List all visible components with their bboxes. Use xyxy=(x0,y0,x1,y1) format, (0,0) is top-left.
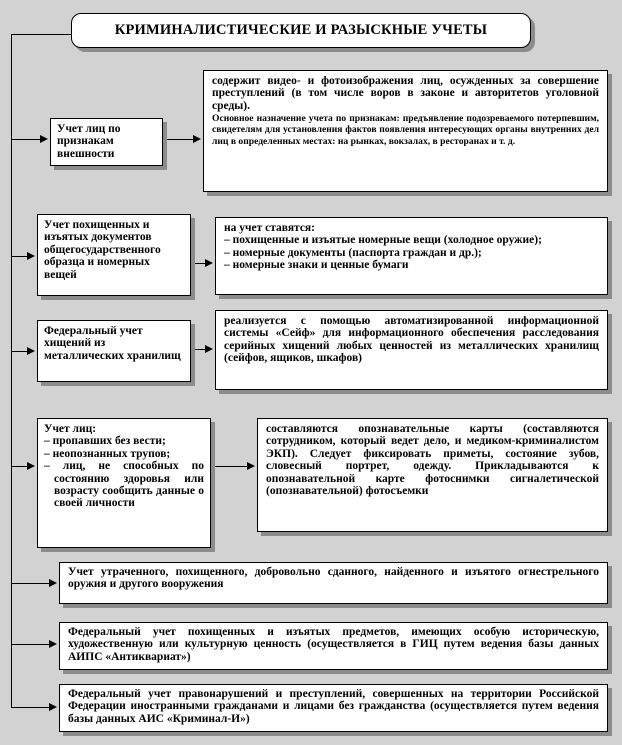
category-label: Учет лиц: xyxy=(44,423,97,435)
connector-bar-1 xyxy=(11,583,50,584)
connector-cat-4 xyxy=(11,466,28,467)
arrow-inner-1 xyxy=(193,135,201,143)
arrow-bar-2 xyxy=(49,640,57,648)
arrow-bar-3 xyxy=(49,703,57,711)
connector-inner-3 xyxy=(191,349,205,350)
description-intro: на учет ставятся: xyxy=(224,222,315,234)
list-item: – лиц, не способных по состоянию здоровья или возрасту сообщить данные о своей личности xyxy=(44,460,204,510)
category-box-safes xyxy=(37,320,191,382)
list-item: – похищенные и изъятые номерные вещи (холодное оружие); xyxy=(224,234,542,247)
bar-text: Учет утраченного, похищенного, добровольно сданного, найденного и изъятого огнестрельного оружия и другого вооружения xyxy=(68,566,599,591)
list-item: – номерные документы (паспорта граждан и др.); xyxy=(224,246,482,259)
arrow-inner-2 xyxy=(205,259,213,267)
description-box-appearance xyxy=(203,70,608,192)
category-box-documents xyxy=(37,214,191,296)
connector-title xyxy=(11,34,71,35)
description-list xyxy=(224,234,599,271)
connector-inner-4 xyxy=(211,466,247,467)
connector-bar-3 xyxy=(11,707,50,708)
connector-bar-2 xyxy=(11,644,50,645)
bar-foreigners xyxy=(59,684,608,732)
arrow-cat-2 xyxy=(27,252,35,260)
arrow-inner-4 xyxy=(247,462,255,470)
diagram-title-text: КРИМИНАЛИСТИЧЕСКИЕ И РАЗЫСКНЫЕ УЧЕТЫ xyxy=(114,22,488,39)
category-box-persons xyxy=(37,418,211,548)
arrow-cat-1 xyxy=(40,135,48,143)
connector-cat-2 xyxy=(11,256,28,257)
persons-list xyxy=(44,435,204,509)
arrow-bar-1 xyxy=(49,579,57,587)
bar-text: Федеральный учет похищенных и изъятых предметов, имеющих особую историческую, художественную или культурную ценность (осуществляется в ГИЦ путем ведения базы данных АИПС «Антиквариат») xyxy=(68,626,599,663)
description-box-persons xyxy=(257,418,608,532)
arrow-cat-4 xyxy=(27,462,35,470)
category-box-appearance xyxy=(50,118,163,166)
arrow-cat-3 xyxy=(27,347,35,355)
description-note: Основное назначение учета по признакам: предъявление подозреваемого потерпевшим, свидетелям для установления фактов появления интересующих органы внутренних дел лиц в определенных местах: на рынках, вокзалах, в ресторанах и т. д. xyxy=(212,113,599,147)
connector-inner-1 xyxy=(163,139,193,140)
bar-text: Федеральный учет правонарушений и преступлений, совершенных на территории Российской Федерации иностранными гражданами и лицами без гражданства (осуществляется путем ведения базы данных АИС «Криминал-И») xyxy=(68,688,599,725)
spine-line xyxy=(11,34,12,708)
description-box-safes xyxy=(215,310,608,390)
list-item: – номерные знаки и ценные бумаги xyxy=(224,259,409,272)
arrow-inner-3 xyxy=(205,345,213,353)
category-label: Федеральный учет хищений из металлических хранилищ xyxy=(44,325,181,362)
description-box-documents xyxy=(215,217,608,295)
connector-cat-3 xyxy=(11,351,28,352)
connector-cat-1 xyxy=(11,139,41,140)
category-label: Учет лиц по признакам внешности xyxy=(57,123,121,160)
bar-firearms xyxy=(59,562,608,604)
category-label: Учет похищенных и изъятых документов общегосударственного образца и номерных вещей xyxy=(44,219,161,281)
description-text: реализуется с помощью автоматизированной информационной системы «Сейф» для информационного обеспечения расследования серийных хищений любых ценностей из металлических хранилищ (сейфов, ящиков, шкафов) xyxy=(224,315,599,365)
connector-inner-2 xyxy=(191,263,205,264)
bar-antiquities xyxy=(59,622,608,670)
description-text: содержит видео- и фотоизображения лиц, осужденных за совершение преступлений (в том числе воров в законе и авторитетов уголовной среды). xyxy=(212,75,599,112)
description-text: составляются опознавательные карты (составляются сотрудником, который ведет дело, и медиком-криминалистом ЭКП). Следует фиксировать приметы, состояние зубов, словесный портрет, одежду. Прикладываются к опознавательной карте фотоснимки сигналетической (опознавательной) фотосъемки xyxy=(266,423,599,498)
list-item: – пропавших без вести; xyxy=(44,435,166,448)
diagram-title xyxy=(71,13,531,48)
list-item: – неопознанных трупов; xyxy=(44,447,171,460)
